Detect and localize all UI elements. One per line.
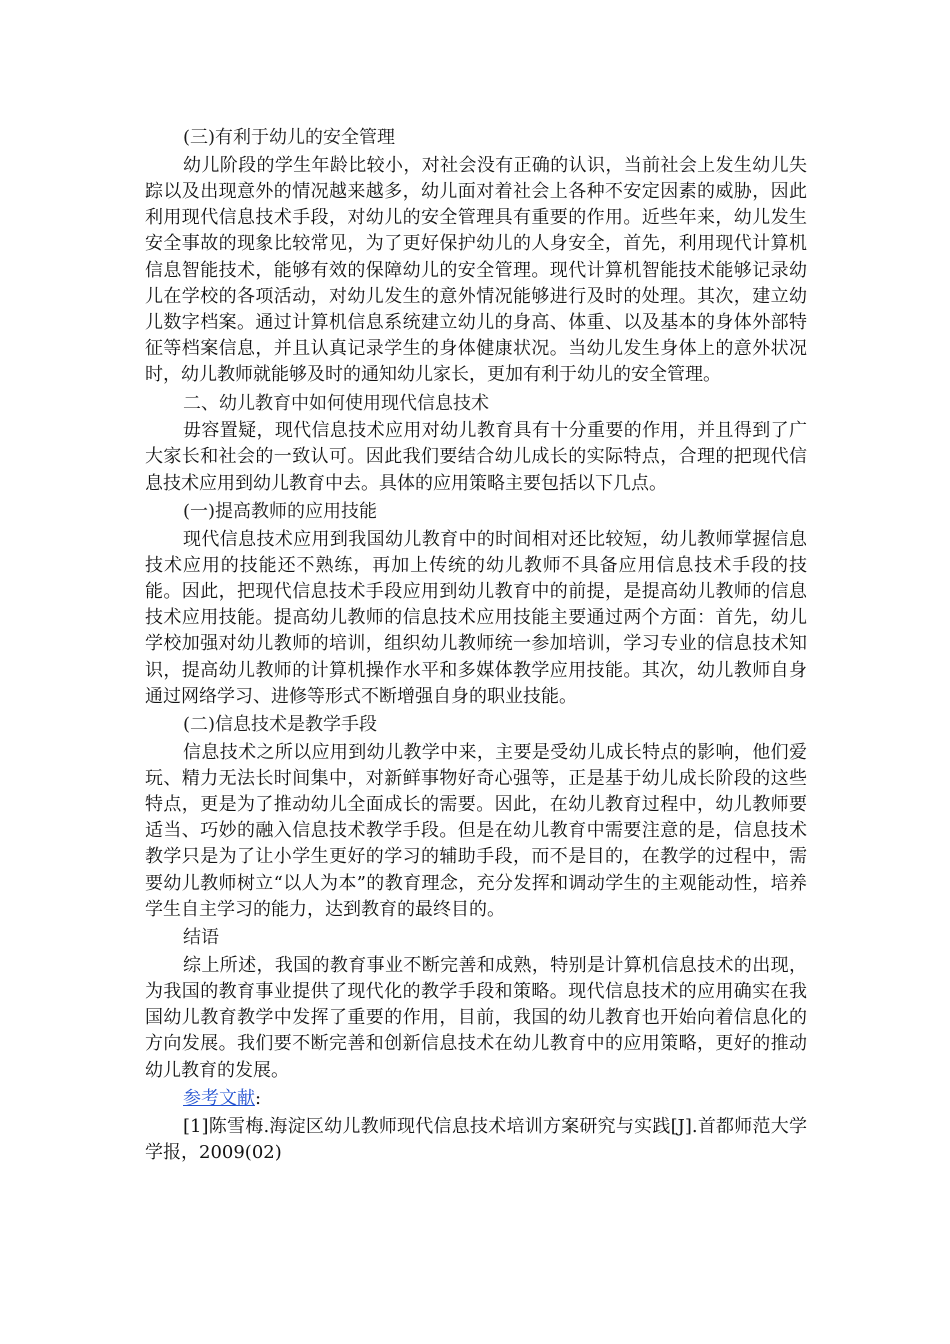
paragraph-safety-management: 幼儿阶段的学生年龄比较小，对社会没有正确的认识，当前社会上发生幼儿失踪以及出现意外的情况越来越多，幼儿面对着社会上各种不安定因素的威胁，因此利用现代信息技术手段，对幼儿的安全管理具有重要的作用。近些年来，幼儿发生安全事故的现象比较常见，为了更好保护幼儿的人身安全，首先，利用现代计算机信息智能技术，能够有效的保障幼儿的安全管理。现代计算机智能技术能够记录幼儿在学校的各项活动，对幼儿发生的意外情况能够进行及时的处理。其次，建立幼儿数字档案。通过计算机信息系统建立幼儿的身高、体重、以及基本的身体外部特征等档案信息，并且认真记录学生的身体健康状况。当幼儿发生身体上的意外状况时，幼儿教师就能够及时的通知幼儿家长，更加有利于幼儿的安全管理。 xyxy=(145,154,807,386)
paragraph-teacher-skills: 现代信息技术应用到我国幼儿教育中的时间相对还比较短，幼儿教师掌握信息技术应用的技能还不熟练，再加上传统的幼儿教师不具备应用信息技术手段的技能。因此，把现代信息技术手段应用到幼儿教育中的前提，是提高幼儿教师的信息技术应用技能。提高幼儿教师的信息技术应用技能主要通过两个方面：首先，幼儿学校加强对幼儿教师的培训，组织幼儿教师统一参加培训，学习专业的信息技术知识，提高幼儿教师的计算机操作水平和多媒体教学应用技能。其次，幼儿教师自身通过网络学习、进修等形式不断增强自身的职业技能。 xyxy=(145,528,807,707)
section-heading-safety-management: (三)有利于幼儿的安全管理 xyxy=(183,127,396,148)
section-heading-conclusion: 结语 xyxy=(183,927,219,949)
section-heading-how-to-use: 二、幼儿教育中如何使用现代信息技术 xyxy=(183,392,489,414)
document-page xyxy=(145,125,807,1166)
references-link[interactable]: 参考文献 xyxy=(183,1087,255,1109)
references-heading xyxy=(145,1086,807,1112)
section-heading-teacher-skills: (一)提高教师的应用技能 xyxy=(183,500,378,522)
paragraph-teaching-means: 信息技术之所以应用到幼儿教学中来，主要是受幼儿成长特点的影响，他们爱玩、精力无法长时间集中，对新鲜事物好奇心强等，正是基于幼儿成长阶段的这些特点，更是为了推动幼儿全面成长的需要。因此，在幼儿教育过程中，幼儿教师要适当、巧妙的融入信息技术教学手段。但是在幼儿教育中需要注意的是，信息技术教学只是为了让小学生更好的学习的辅助手段，而不是目的，在教学的过程中，需要幼儿教师树立“以人为本”的教育理念，充分发挥和调动学生的主观能动性，培养学生自主学习的能力，达到教育的最终目的。 xyxy=(145,741,807,920)
reference-item: [1]陈雪梅.海淀区幼儿教师现代信息技术培训方案研究与实践[J].首都师范大学学报，2009(02) xyxy=(145,1115,807,1163)
paragraph-conclusion: 综上所述，我国的教育事业不断完善和成熟，特别是计算机信息技术的出现，为我国的教育事业提供了现代化的教学手段和策略。现代信息技术的应用确实在我国幼儿教育教学中发挥了重要的作用，目前，我国的幼儿教育也开始向着信息化的方向发展。我们要不断完善和创新信息技术在幼儿教育中的应用策略，更好的推动幼儿教育的发展。 xyxy=(145,954,807,1081)
section-heading-teaching-means: (二)信息技术是教学手段 xyxy=(183,713,378,735)
references-colon: : xyxy=(255,1087,262,1109)
paragraph-how-to-use: 毋容置疑，现代信息技术应用对幼儿教育具有十分重要的作用，并且得到了广大家长和社会的一致认可。因此我们要结合幼儿成长的实际特点，合理的把现代信息技术应用到幼儿教育中去。具体的应用策略主要包括以下几点。 xyxy=(145,420,807,494)
